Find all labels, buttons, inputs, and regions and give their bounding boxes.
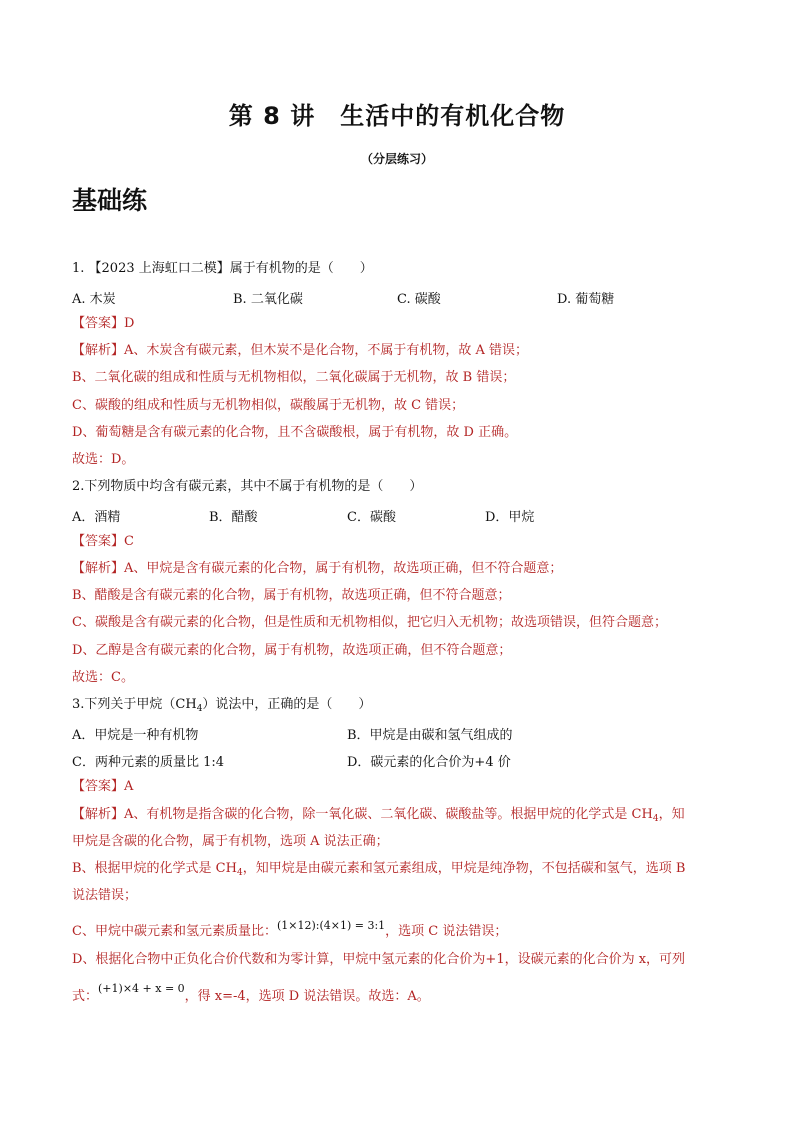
analysis-text: A、甲烷是含有碳元素的化合物，属于有机物，故选项正确，但不符合题意； xyxy=(124,561,563,576)
q1-analysis-line-3: C、碳酸的组成和性质与无机物相似，碳酸属于无机物，故 C 错误； xyxy=(72,398,465,413)
question-1-stem: 1. 【2023 上海虹口二模】属于有机物的是（ ） xyxy=(72,261,373,276)
q2-analysis-line-2: B、醋酸是含有碳元素的化合物，属于有机物，故选项正确，但不符合题意； xyxy=(72,588,511,603)
q3-option-c: C．两种元素的质量比 1:4 xyxy=(72,755,225,770)
q3-analysis-line-6: D、根据化合物中正负化合价代数和为零计算，甲烷中氢元素的化合价为+1，设碳元素的化合价为 x，可列 xyxy=(72,952,686,967)
answer-tag: 【答案】 xyxy=(72,534,125,549)
question-2-stem: 2.下列物质中均含有碳元素，其中不属于有机物的是（ ） xyxy=(72,479,423,494)
q2-analysis-line-4: D、乙醇是含有碳元素的化合物，属于有机物，故选项正确，但不符合题意； xyxy=(72,643,512,658)
q1-analysis-line-5: 故选：D。 xyxy=(72,452,135,467)
answer-value: C xyxy=(124,534,134,549)
analysis-tag: 【解析】 xyxy=(72,561,125,576)
q2-analysis-line-5: 故选：C。 xyxy=(72,670,134,685)
q1-analysis-line-2: B、二氧化碳的组成和性质与无机物相似，二氧化碳属于无机物，故 B 错误； xyxy=(72,370,516,385)
q3-analysis-line-5: C、甲烷中碳元素和氢元素质量比：$^{(1\times 12):(4\times 1) = 3:1}$，选项 C 说法错误； xyxy=(72,919,508,939)
valence-equation: (+1)×4 + x = 0 xyxy=(98,982,185,995)
q1-option-a: A. 木炭 xyxy=(72,292,116,307)
q2-option-d: D．甲烷 xyxy=(485,510,535,525)
answer-tag: 【答案】 xyxy=(72,779,125,794)
analysis-tag: 【解析】 xyxy=(72,807,125,822)
q2-answer xyxy=(72,533,134,551)
q2-analysis-line-1 xyxy=(72,560,562,578)
q2-option-c: C．碳酸 xyxy=(347,510,396,525)
q3-analysis-line-1: 【解析】A、有机物是指含碳的化合物，除一氧化碳、二氧化碳、碳酸盐等。根据甲烷的化学式是 $CH_4$，知 xyxy=(72,807,685,824)
q3-option-d: D．碳元素的化合价为+4 价 xyxy=(347,755,511,770)
q1-option-d: D. 葡萄糖 xyxy=(557,292,615,307)
q3-answer xyxy=(72,778,133,796)
q3-option-b: B．甲烷是由碳和氢气组成的 xyxy=(347,728,513,743)
q2-option-b: B．醋酸 xyxy=(209,510,258,525)
answer-value: D xyxy=(124,316,135,331)
q1-answer xyxy=(72,315,134,333)
q1-option-b: B. 二氧化碳 xyxy=(233,292,303,307)
q3-analysis-line-4: 说法错误； xyxy=(72,888,138,903)
section-heading: 基础练 xyxy=(72,186,148,215)
answer-tag: 【答案】 xyxy=(72,316,125,331)
question-3-stem: 3.下列关于甲烷$(CH_4)$说法中，正确的是（ ） xyxy=(72,697,372,714)
analysis-text: A、木炭含有碳元素，但木炭不是化合物，不属于有机物，故 A 错误； xyxy=(124,343,529,358)
mass-ratio-formula: (1×12):(4×1) = 3:1 xyxy=(276,919,386,932)
q3-option-a: A．甲烷是一种有机物 xyxy=(72,728,199,743)
page-subtitle: （分层练习） xyxy=(360,152,433,166)
q1-option-c: C. 碳酸 xyxy=(397,292,441,307)
q2-option-a: A．酒精 xyxy=(72,510,121,525)
answer-value: A xyxy=(124,779,134,794)
q1-analysis-line-1 xyxy=(72,342,528,360)
q1-analysis-line-4: D、葡萄糖是含有碳元素的化合物，且不含碳酸根，属于有机物，故 D 正确。 xyxy=(72,425,518,440)
q3-analysis-line-3: B、根据甲烷的化学式是 $CH_4$，知甲烷是由碳元素和氢元素组成，甲烷是纯净物，不包括碳和氢气，选项 B xyxy=(72,861,686,878)
page-title: 第 8 讲 生活中的有机化合物 xyxy=(228,102,566,130)
q3-analysis-line-2: 甲烷是含碳的化合物，属于有机物，选项 A 说法正确； xyxy=(72,834,389,849)
q2-analysis-line-3: C、碳酸是含有碳元素的化合物，但是性质和无机物相似，把它归入无机物；故选项错误，但符合题意； xyxy=(72,615,667,630)
q3-analysis-line-7: 式：$^{(+1)\times 4 + x = 0}$，得 x=-4，选项 D 说法错误。故选：A。 xyxy=(72,982,430,1004)
analysis-tag: 【解析】 xyxy=(72,343,125,358)
